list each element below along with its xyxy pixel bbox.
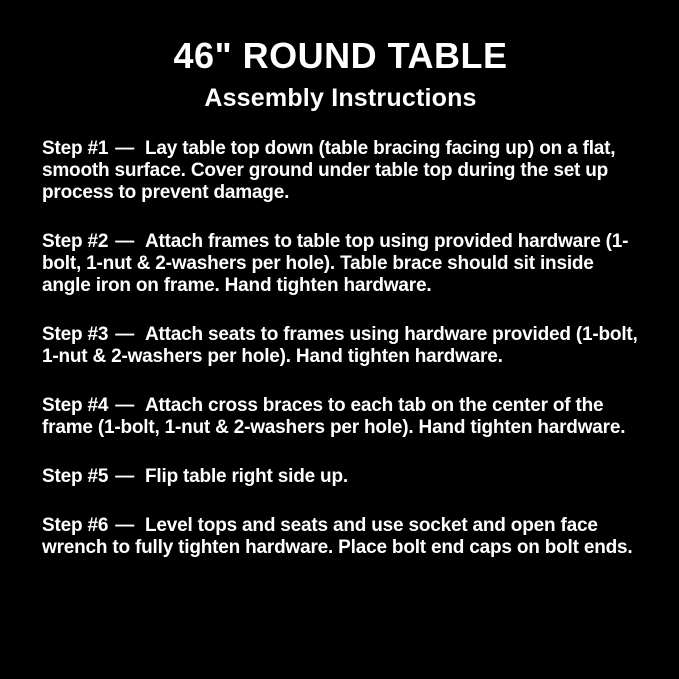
page-title: 46" ROUND TABLE bbox=[173, 35, 508, 76]
step-text: Flip table right side up. bbox=[145, 466, 348, 487]
step-text: Level tops and seats and use socket and open face wrench to fully tighten hardware. Place bolt end caps on bolt ends. bbox=[42, 515, 633, 558]
step-separator: — bbox=[115, 395, 134, 416]
step-label: Step #2 bbox=[42, 231, 109, 252]
step-item-6 bbox=[42, 515, 639, 559]
step-label: Step #5 bbox=[42, 466, 109, 487]
step-separator: — bbox=[115, 138, 134, 159]
header bbox=[42, 35, 639, 112]
step-item-2 bbox=[42, 231, 639, 297]
step-label: Step #1 bbox=[42, 138, 109, 159]
step-label: Step #3 bbox=[42, 324, 109, 345]
page-subtitle: Assembly Instructions bbox=[204, 84, 477, 112]
step-text: Attach frames to table top using provided hardware (1-bolt, 1-nut & 2-washers per hole). Table brace should sit inside angle iron on frame. Hand tighten hardware. bbox=[42, 231, 629, 296]
step-item-4 bbox=[42, 395, 639, 439]
step-label: Step #6 bbox=[42, 515, 109, 536]
step-separator: — bbox=[115, 231, 134, 252]
step-item-1 bbox=[42, 138, 639, 204]
step-item-5 bbox=[42, 466, 639, 488]
step-text: Lay table top down (table bracing facing up) on a flat, smooth surface. Cover ground under table top during the set up process to prevent damage. bbox=[42, 138, 616, 203]
step-text: Attach cross braces to each tab on the center of the frame (1-bolt, 1-nut & 2-washers per hole). Hand tighten hardware. bbox=[42, 395, 626, 438]
step-item-3 bbox=[42, 324, 639, 368]
step-label: Step #4 bbox=[42, 395, 109, 416]
step-separator: — bbox=[115, 515, 134, 536]
steps-list bbox=[42, 138, 639, 559]
step-text: Attach seats to frames using hardware provided (1-bolt, 1-nut & 2-washers per hole). Hand tighten hardware. bbox=[42, 324, 638, 367]
step-separator: — bbox=[115, 324, 134, 345]
step-separator: — bbox=[115, 466, 134, 487]
